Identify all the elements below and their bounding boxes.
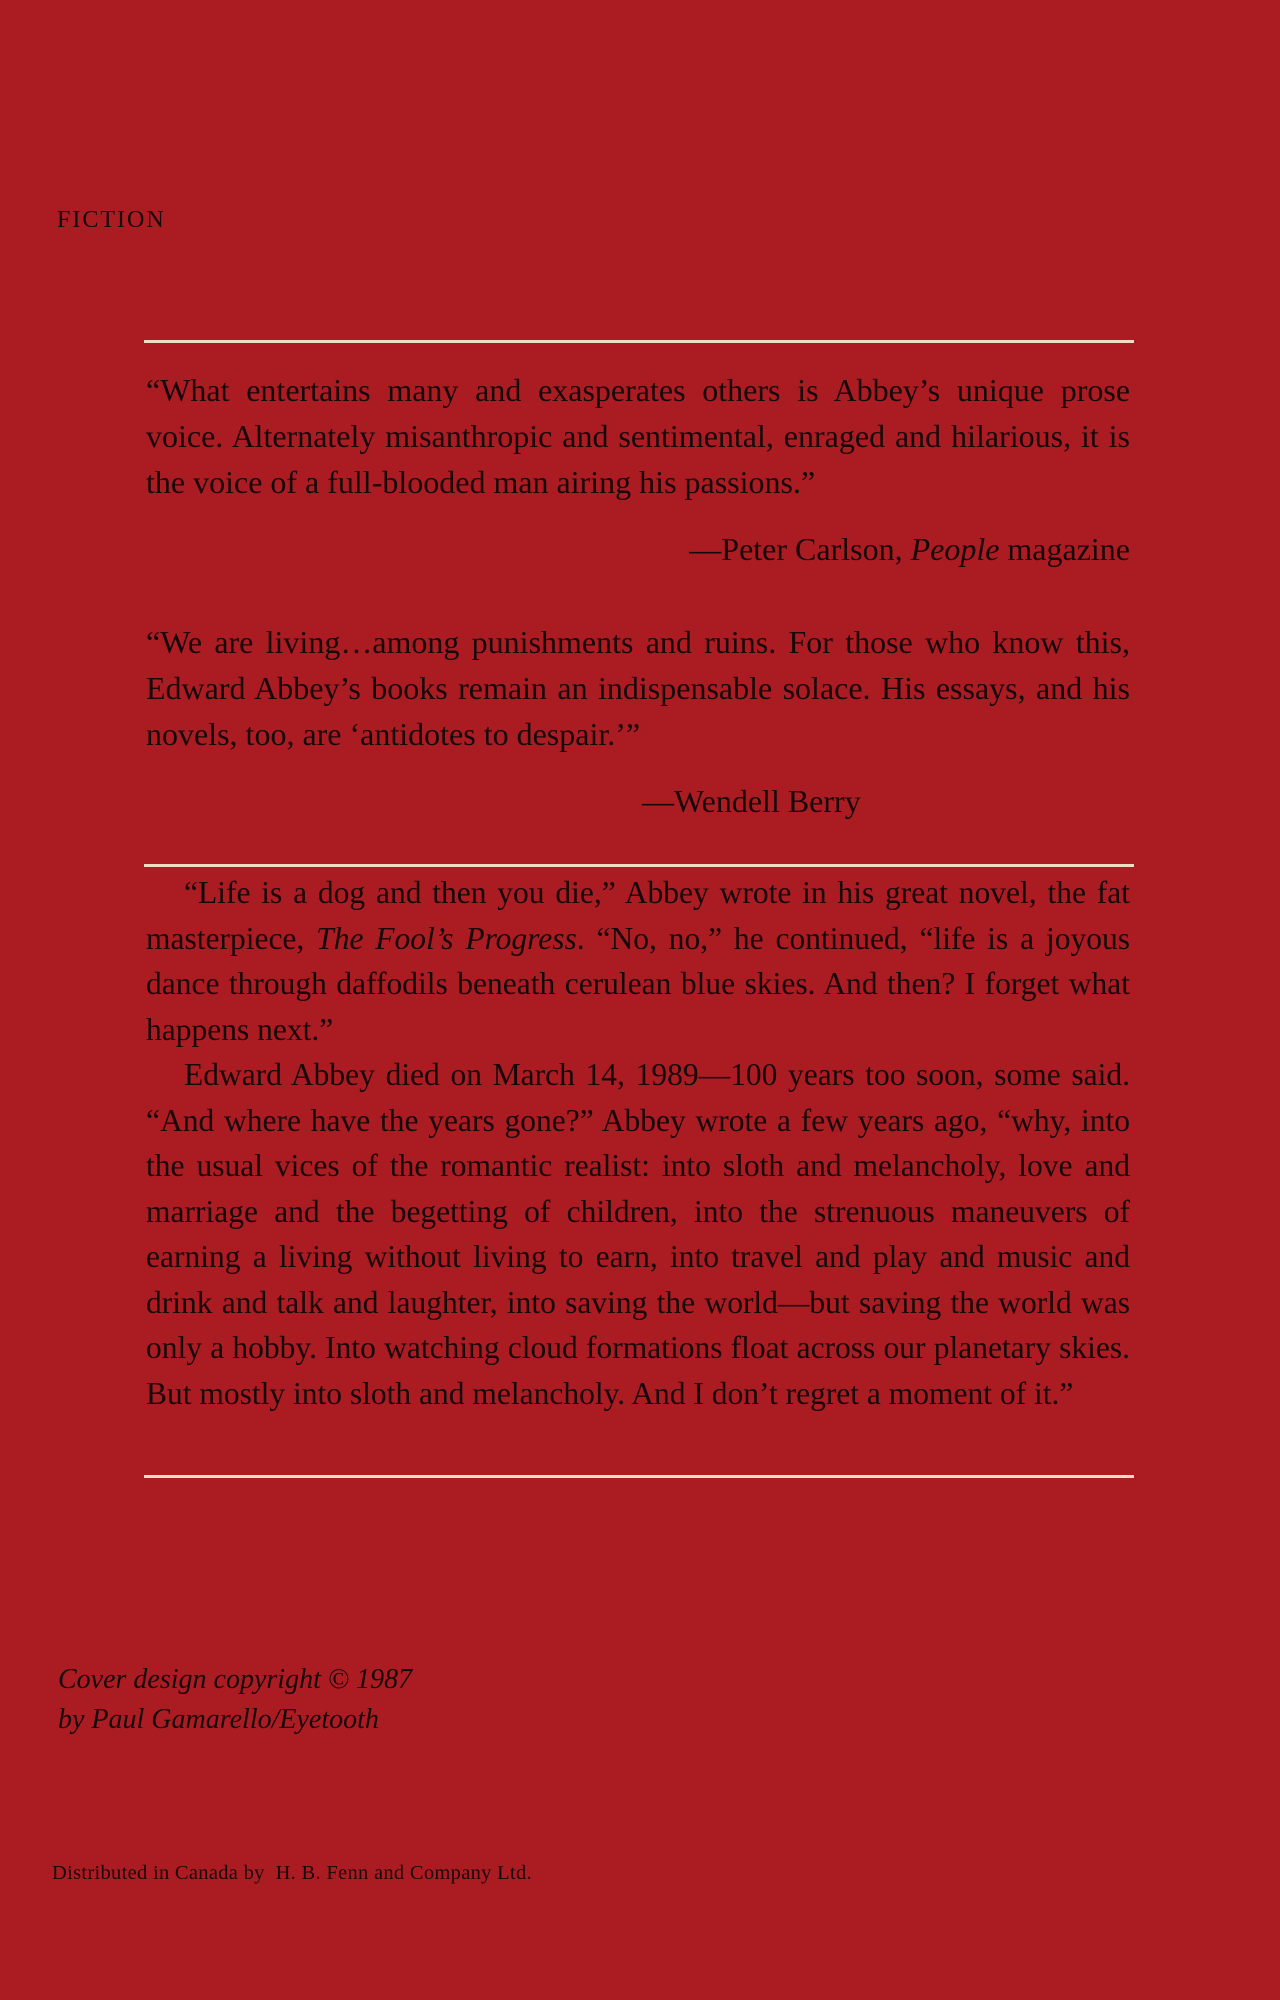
review-attribution-2: —Wendell Berry (642, 783, 861, 819)
divider-bottom (144, 1475, 1134, 1478)
book-blurb (146, 870, 1130, 1416)
blurb-paragraph-1 (146, 870, 1130, 1052)
divider-top (144, 340, 1134, 343)
attribution-1-publication: People (910, 531, 1000, 567)
distributor-note: Distributed in Canada by H. B. Fenn and Company Ltd. (52, 1862, 532, 1884)
blurb-paragraph-2: Edward Abbey died on March 14, 1989—100 years too soon, some said. “And where have the years gone?” Abbey wrote a few years ago, “why, into the usual vices of the romantic realist: into sloth and melancholy, love and marriage and the begetting of children, into the strenuous maneuvers of earning a living without living to earn, into travel and play and music and drink and talk and laughter, into saving the world—but saving the world was only a hobby. Into watching cloud formations float across our planetary skies. But mostly into sloth and melancholy. And I don’t regret a moment of it.” (146, 1057, 1130, 1411)
cover-credit-line-2: by Paul Gamarello/Eyetooth (58, 1704, 379, 1735)
book-title: The Fool’s Progress (316, 920, 577, 956)
divider-middle (144, 864, 1134, 867)
review-quote-2: “We are living…among punishments and ruins. For those who know this, Edward Abbey’s books remain an indispensable solace. His essays, and his novels, too, are ‘antidotes to despair.’” (146, 624, 1130, 752)
blurb-p1-after: . “No, no,” he continued, “life is a joyous dance through daffodils beneath cerulean blue skies. And then? I forget what happens next.” (146, 920, 1131, 1047)
attribution-1-suffix: magazine (1007, 531, 1130, 567)
cover-credit-line-1: Cover design copyright © 1987 (58, 1664, 413, 1695)
attribution-1-prefix: —Peter Carlson, (689, 531, 903, 567)
category-label: FICTION (57, 207, 166, 233)
review-attribution-1 (689, 526, 1130, 572)
blurb-p1-before: “Life is a dog and then you die,” Abbey wrote in his great novel, the fat masterpiece, (146, 875, 1130, 956)
review-quote-1: “What entertains many and exasperates others is Abbey’s unique prose voice. Alternately misanthropic and sentimental, enraged and hilarious, it is the voice of a full-blooded man airing his passions.” (146, 372, 1130, 500)
cover-credit (58, 1660, 412, 1740)
